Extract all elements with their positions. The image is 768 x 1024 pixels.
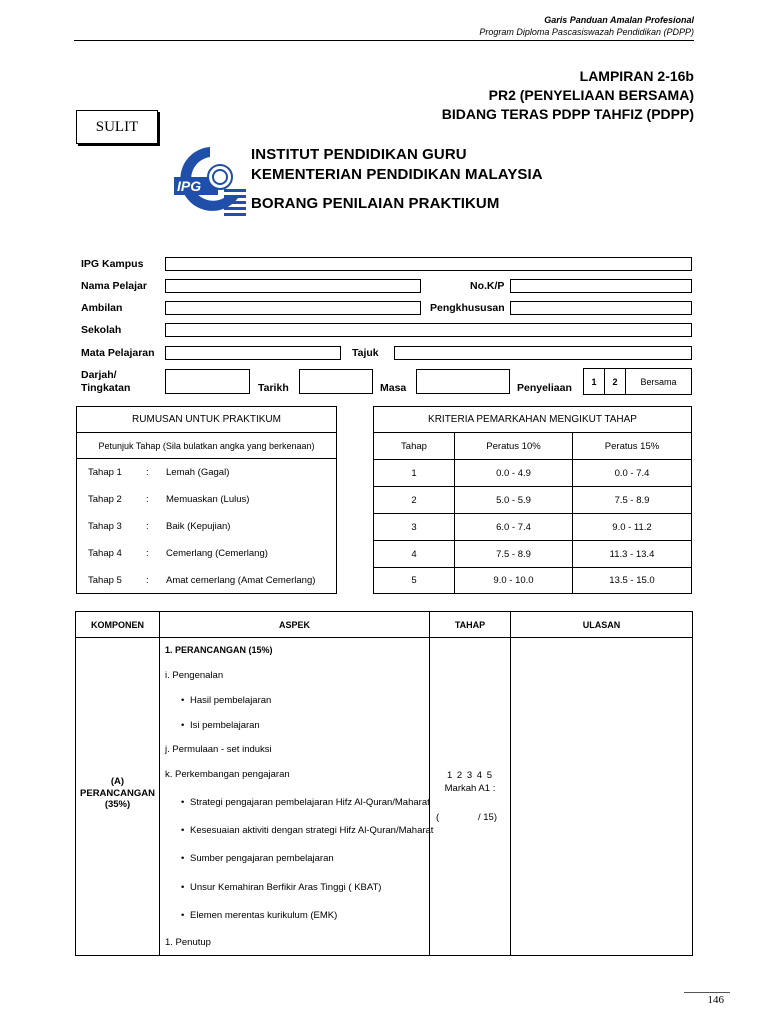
tarikh-field[interactable]: [299, 369, 373, 394]
pengkhususan-label: Pengkhususan: [430, 302, 505, 314]
ipg-kampus-label: IPG Kampus: [81, 258, 144, 270]
mata-pelajaran-label: Mata Pelajaran: [81, 347, 155, 359]
penyeliaan-option-bersama[interactable]: Bersama: [625, 368, 692, 395]
masa-label: Masa: [380, 382, 407, 394]
ipg-logo-icon: [174, 143, 246, 223]
tahap-3-sep: :: [146, 521, 149, 532]
tahap-5-sep: :: [146, 575, 149, 586]
kriteria-header-10: Peratus 10%: [454, 432, 573, 460]
kriteria-row-2-tahap: 2: [373, 486, 455, 514]
tajuk-field[interactable]: [394, 346, 692, 360]
aspek-item-bullet: • Hasil pembelajaran: [190, 695, 271, 706]
tahap-1-desc: Lemah (Gagal): [166, 467, 230, 478]
aspek-item-bullet: • Elemen merentas kurikulum (EMK): [190, 910, 337, 921]
aspek-item-bullet: • Strategi pengajaran pembelajaran Hifz Al-Quran/Maharat: [190, 797, 430, 808]
aspek-item-bullet: • Isi pembelajaran: [190, 720, 260, 731]
markah-open: (: [436, 812, 440, 823]
section-title: 1. PERANCANGAN (15%): [165, 645, 273, 655]
komponen-label: [75, 776, 160, 811]
aspek-item: 1. Penutup: [165, 937, 211, 948]
aspek-item-bullet: • Kesesuaian aktiviti dengan strategi Hifz Al-Quran/Maharat: [190, 825, 433, 836]
aspek-item: i. Pengenalan: [165, 670, 224, 681]
mata-pelajaran-field[interactable]: [165, 346, 341, 360]
lampiran-field: BIDANG TERAS PDPP TAHFIZ (PDPP): [441, 106, 694, 122]
kriteria-row-4-10: 7.5 - 8.9: [454, 540, 573, 568]
guide-title: Garis Panduan Amalan Profesional: [544, 15, 694, 25]
ministry-name: KEMENTERIAN PENDIDIKAN MALAYSIA: [251, 166, 543, 183]
tarikh-label: Tarikh: [258, 382, 289, 394]
tahap-2-desc: Memuaskan (Lulus): [166, 494, 250, 505]
lampiran-type: PR2 (PENYELIAAN BERSAMA): [488, 87, 694, 103]
kriteria-row-3-15: 9.0 - 11.2: [572, 513, 692, 541]
markah-total: / 15): [478, 812, 498, 823]
markah-label: Markah A1 :: [444, 783, 496, 794]
sekolah-field[interactable]: [165, 323, 692, 337]
rumusan-instruction: Petunjuk Tahap (Sila bulatkan angka yang berkenaan): [76, 432, 337, 459]
page-number-rule: [684, 992, 730, 993]
nama-pelajar-field[interactable]: [165, 279, 421, 293]
kriteria-row-3-10: 6.0 - 7.4: [454, 513, 573, 541]
kriteria-row-5-10: 9.0 - 10.0: [454, 567, 573, 594]
kriteria-row-5-tahap: 5: [373, 567, 455, 594]
nokp-field[interactable]: [510, 279, 692, 293]
tahap-2-label: Tahap 2: [88, 494, 122, 505]
kriteria-row-5-15: 13.5 - 15.0: [572, 567, 692, 594]
kriteria-header-tahap: Tahap: [373, 432, 455, 460]
rumusan-title: RUMUSAN UNTUK PRAKTIKUM: [76, 406, 337, 433]
sulit-stamp: SULIT: [76, 110, 158, 144]
kriteria-row-2-15: 7.5 - 8.9: [572, 486, 692, 514]
penyeliaan-option-2[interactable]: 2: [604, 368, 626, 395]
penyeliaan-label: Penyeliaan: [517, 382, 572, 394]
kriteria-title: KRITERIA PEMARKAHAN MENGIKUT TAHAP: [373, 406, 692, 433]
kriteria-header-15: Peratus 15%: [572, 432, 692, 460]
kriteria-row-1-10: 0.0 - 4.9: [454, 459, 573, 487]
header-komponen: KOMPONEN: [75, 611, 160, 638]
ipg-kampus-field[interactable]: [165, 257, 692, 271]
ambilan-label: Ambilan: [81, 302, 123, 314]
tahap-cell[interactable]: [429, 637, 511, 956]
tajuk-label: Tajuk: [352, 347, 379, 359]
tahap-4-sep: :: [146, 548, 149, 559]
lampiran-code: LAMPIRAN 2-16b: [579, 68, 694, 84]
tahap-5-desc: Amat cemerlang (Amat Cemerlang): [166, 575, 316, 586]
header-ulasan: ULASAN: [510, 611, 693, 638]
pengkhususan-field[interactable]: [510, 301, 692, 315]
program-title: Program Diploma Pascasiswazah Pendidikan (PDPP): [479, 27, 694, 37]
nama-pelajar-label: Nama Pelajar: [81, 280, 147, 292]
darjah-field[interactable]: [165, 369, 250, 394]
komponen-weight: (35%): [104, 799, 131, 810]
aspek-item-bullet: • Sumber pengajaran pembelajaran: [190, 853, 334, 864]
tahap-scale[interactable]: 1 2 3 4 5: [447, 770, 493, 781]
kriteria-row-3-tahap: 3: [373, 513, 455, 541]
komponen-code: (A): [110, 776, 125, 787]
kriteria-row-1-tahap: 1: [373, 459, 455, 487]
kriteria-row-2-10: 5.0 - 5.9: [454, 486, 573, 514]
tahap-4-desc: Cemerlang (Cemerlang): [166, 548, 268, 559]
kriteria-row-1-15: 0.0 - 7.4: [572, 459, 692, 487]
darjah-label: Darjah/: [81, 369, 117, 381]
nokp-label: No.K/P: [470, 280, 505, 292]
aspek-item-bullet: • Unsur Kemahiran Berfikir Aras Tinggi ( KBAT): [190, 882, 381, 893]
header-tahap: TAHAP: [429, 611, 511, 638]
kriteria-row-4-15: 11.3 - 13.4: [572, 540, 692, 568]
ulasan-cell[interactable]: [510, 637, 693, 956]
tahap-1-label: Tahap 1: [88, 467, 122, 478]
aspek-item: k. Perkembangan pengajaran: [165, 769, 290, 780]
komponen-name: PERANCANGAN: [80, 787, 155, 799]
ambilan-field[interactable]: [165, 301, 421, 315]
tingkatan-label: Tingkatan: [81, 382, 131, 394]
header-rule: [74, 40, 694, 41]
tahap-3-desc: Baik (Kepujian): [166, 521, 231, 532]
tahap-1-sep: :: [146, 467, 149, 478]
kriteria-row-4-tahap: 4: [373, 540, 455, 568]
tahap-4-label: Tahap 4: [88, 548, 122, 559]
tahap-3-label: Tahap 3: [88, 521, 122, 532]
page-number: 146: [707, 994, 724, 1006]
logo-text: IPG: [177, 178, 202, 194]
sekolah-label: Sekolah: [81, 324, 122, 336]
tahap-2-sep: :: [146, 494, 149, 505]
aspek-item: j. Permulaan - set induksi: [165, 744, 272, 755]
form-title: BORANG PENILAIAN PRAKTIKUM: [251, 195, 500, 212]
tahap-5-label: Tahap 5: [88, 575, 122, 586]
masa-field[interactable]: [416, 369, 510, 394]
penyeliaan-option-1[interactable]: 1: [583, 368, 605, 395]
header-aspek: ASPEK: [159, 611, 430, 638]
institute-name: INSTITUT PENDIDIKAN GURU: [251, 146, 467, 163]
